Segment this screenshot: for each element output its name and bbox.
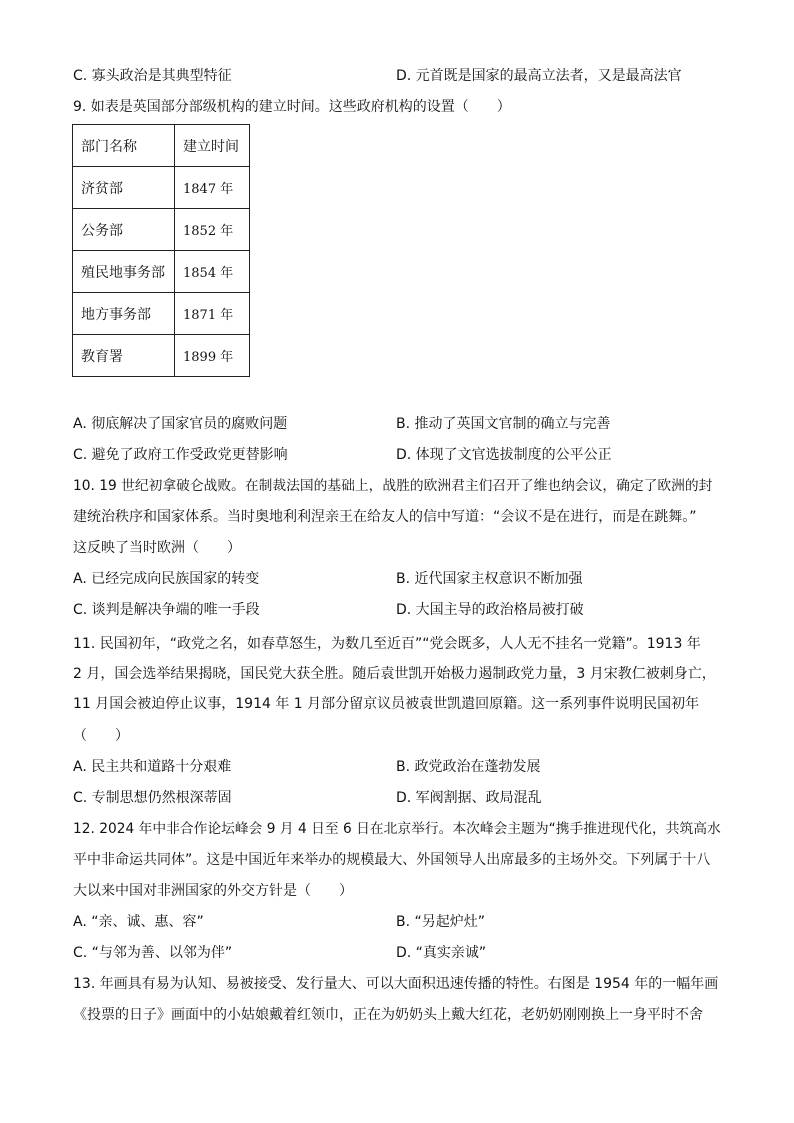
q12-option-c: C. “与邻为善、以邻为伴” xyxy=(73,945,233,961)
table-header-cell: 建立时间 xyxy=(175,125,250,167)
q10-option-b: B. 近代国家主权意识不断加强 xyxy=(396,571,583,587)
q12-stem-line: 12. 2024 年中非合作论坛峰会 9 月 4 日至 6 日在北京举行。本次峰会主题为“携手推进现代化，共筑高水 xyxy=(73,821,721,837)
q11-option-c: C. 专制思想仍然根深蒂固 xyxy=(73,790,232,806)
ministry-table xyxy=(72,124,250,377)
q13-stem-line: 13. 年画具有易为认知、易被接受、发行量大、可以大面积迅速传播的特性。右图是 1954 年的一幅年画 xyxy=(73,976,719,992)
q11-stem-line: 11. 民国初年，“政党之名，如春草怒生，为数几至近百”“党会既多，人人无不挂名一党籍”。1913 年 xyxy=(73,636,701,652)
table-cell: 济贫部 xyxy=(73,167,175,209)
q12-stem-line: 大以来中国对非洲国家的外交方针是（ ） xyxy=(73,883,353,899)
q10-stem-line: 10. 19 世纪初拿破仑战败。在制裁法国的基础上，战胜的欧洲君主们召开了维也纳会议，确定了欧洲的封 xyxy=(73,478,713,494)
table-row xyxy=(73,335,250,377)
q9-option-c: C. 避免了政府工作受政党更替影响 xyxy=(73,447,288,463)
q11-stem-line: 2 月，国会选举结果揭晓，国民党大获全胜。随后袁世凯开始极力遏制政党力量，3 月宋教仁被刺身亡， xyxy=(73,666,716,682)
q10-option-a: A. 已经完成向民族国家的转变 xyxy=(73,571,260,587)
q8-option-d: D. 元首既是国家的最高立法者，又是最高法官 xyxy=(396,68,682,84)
q9-option-a: A. 彻底解决了国家官员的腐败问题 xyxy=(73,416,288,432)
table-cell: 教育署 xyxy=(73,335,175,377)
q11-option-a: A. 民主共和道路十分艰难 xyxy=(73,759,232,775)
table-cell: 殖民地事务部 xyxy=(73,251,175,293)
q10-option-d: D. 大国主导的政治格局被打破 xyxy=(396,602,584,618)
table-cell: 1899 年 xyxy=(175,335,250,377)
table-cell: 地方事务部 xyxy=(73,293,175,335)
table-row xyxy=(73,209,250,251)
q11-option-b: B. 政党政治在蓬勃发展 xyxy=(396,759,541,775)
table-cell: 1854 年 xyxy=(175,251,250,293)
q12-stem-line: 平中非命运共同体”。这是中国近年来举办的规模最大、外国领导人出席最多的主场外交。下列属于十八 xyxy=(73,852,711,868)
table-header-row xyxy=(73,125,250,167)
q9-option-b: B. 推动了英国文官制的确立与完善 xyxy=(396,416,611,432)
table-row xyxy=(73,167,250,209)
table-row xyxy=(73,293,250,335)
q9-stem: 9. 如表是英国部分部级机构的建立时间。这些政府机构的设置（ ） xyxy=(73,99,511,115)
table-cell: 1852 年 xyxy=(175,209,250,251)
q8-option-c: C. 寡头政治是其典型特征 xyxy=(73,68,232,84)
table-cell: 1871 年 xyxy=(175,293,250,335)
q10-stem-line: 建统治秩序和国家体系。当时奥地利利涅亲王在给友人的信中写道：“会议不是在进行，而是在跳舞。” xyxy=(73,509,697,525)
q9-option-d: D. 体现了文官选拔制度的公平公正 xyxy=(396,447,612,463)
q10-option-c: C. 谈判是解决争端的唯一手段 xyxy=(73,602,260,618)
q11-stem-line: （ ） xyxy=(73,728,129,744)
q12-option-b: B. “另起炉灶” xyxy=(396,914,486,930)
q11-stem-line: 11 月国会被迫停止议事，1914 年 1 月部分留京议员被袁世凯遣回原籍。这一系列事件说明民国初年 xyxy=(73,696,700,712)
q10-stem-line: 这反映了当时欧洲（ ） xyxy=(73,540,241,556)
q12-option-a: A. “亲、诚、惠、容” xyxy=(73,914,204,930)
table-cell: 公务部 xyxy=(73,209,175,251)
table-cell: 1847 年 xyxy=(175,167,250,209)
q13-stem-line: 《投票的日子》画面中的小姑娘戴着红领巾，正在为奶奶头上戴大红花，老奶奶刚刚换上一身平时不舍 xyxy=(73,1007,703,1023)
q12-option-d: D. “真实亲诚” xyxy=(396,945,487,961)
table-row xyxy=(73,251,250,293)
table-header-cell: 部门名称 xyxy=(73,125,175,167)
q11-option-d: D. 军阀割据、政局混乱 xyxy=(396,790,542,806)
